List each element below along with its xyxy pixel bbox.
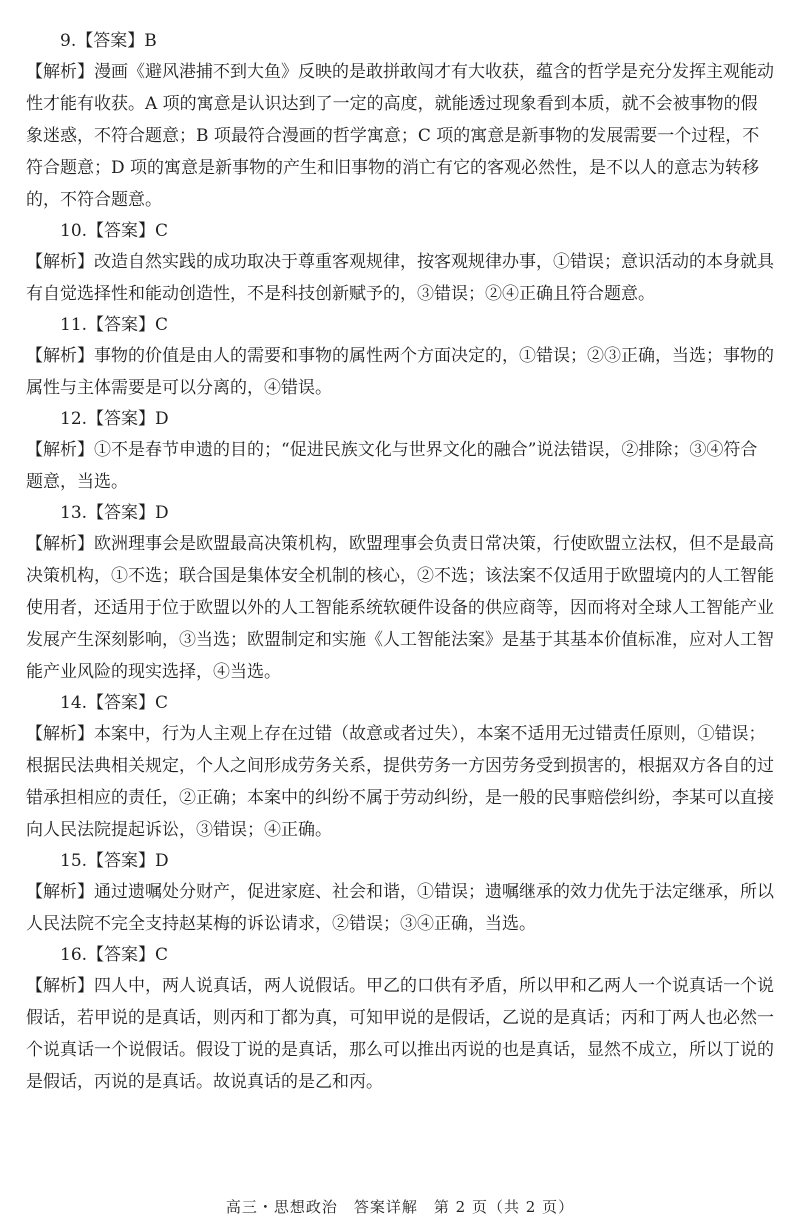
answer-item-12 — [26, 404, 774, 498]
answer-line: 12.【答案】D — [60, 409, 169, 429]
answer-line: 11.【答案】C — [60, 315, 169, 335]
answer-line: 13.【答案】D — [60, 503, 169, 523]
explanation-text: 【解析】事物的价值是由人的需要和事物的属性两个方面决定的，①错误；②③正确，当选；事物的属性与主体需要是可以分离的，④错误。 — [26, 346, 774, 398]
answer-item-10 — [26, 216, 774, 310]
answer-item-14 — [26, 688, 774, 846]
answer-item-15 — [26, 846, 774, 940]
explanation-text: 【解析】本案中，行为人主观上存在过错（故意或者过失），本案不适用无过错责任原则，①错误；根据民法典相关规定，个人之间形成劳务关系，提供劳务一方因劳务受到损害的，根据双方各自的过错承担相应的责任，②正确；本案中的纠纷不属于劳动纠纷，是一般的民事赔偿纠纷，李某可以直接向人民法院提起诉讼，③错误；④正确。 — [26, 724, 774, 840]
answer-line: 15.【答案】D — [60, 851, 169, 871]
answer-item-11 — [26, 310, 774, 404]
answer-line: 14.【答案】C — [60, 693, 169, 713]
explanation-text: 【解析】四人中，两人说真话，两人说假话。甲乙的口供有矛盾，所以甲和乙两人一个说真话一个说假话，若甲说的是真话，则丙和丁都为真，可知甲说的是假话，乙说的是真话；丙和丁两人也必然一个说真话一个说假话。假设丁说的是真话，那么可以推出丙说的也是真话，显然不成立，所以丁说的是假话，丙说的是真话。故说真话的是乙和丙。 — [26, 976, 774, 1092]
answer-item-16 — [26, 940, 774, 1098]
answer-line: 9.【答案】B — [60, 31, 157, 51]
explanation-text: 【解析】改造自然实践的成功取决于尊重客观规律，按客观规律办事，①错误；意识活动的本身就具有自觉选择性和能动创造性，不是科技创新赋予的，③错误；②④正确且符合题意。 — [26, 252, 774, 304]
answer-line: 10.【答案】C — [60, 221, 169, 241]
explanation-text: 【解析】通过遗嘱处分财产，促进家庭、社会和谐，①错误；遗嘱继承的效力优先于法定继承，所以人民法院不完全支持赵某梅的诉讼请求，②错误；③④正确，当选。 — [26, 882, 774, 934]
explanation-text: 【解析】①不是春节申遗的目的；“促进民族文化与世界文化的融合”说法错误，②排除；③④符合题意，当选。 — [26, 440, 758, 492]
answer-line: 16.【答案】C — [60, 945, 169, 965]
answer-list — [26, 26, 774, 1098]
explanation-text: 【解析】漫画《避风港捕不到大鱼》反映的是敢拼敢闯才有大收获，蕴含的哲学是充分发挥主观能动性才能有收获。A 项的寓意是认识达到了一定的高度，就能透过现象看到本质，就不会被事物的假象迷惑，不符合题意；B 项最符合漫画的哲学寓意；C 项的寓意是新事物的发展需要一个过程，不符合题意；D 项的寓意是新事物的产生和旧事物的消亡有它的客观必然性，是不以人的意志为转移的，不符合题意。 — [26, 62, 774, 210]
answer-item-9 — [26, 26, 774, 216]
page-footer: 高三・思想政治 答案详解 第 2 页（共 2 页） — [225, 1198, 575, 1216]
answer-item-13 — [26, 498, 774, 688]
explanation-text: 【解析】欧洲理事会是欧盟最高决策机构，欧盟理事会负责日常决策，行使欧盟立法权，但不是最高决策机构，①不选；联合国是集体安全机制的核心，②不选；该法案不仅适用于欧盟境内的人工智能使用者，还适用于位于欧盟以外的人工智能系统软硬件设备的供应商等，因而将对全球人工智能产业发展产生深刻影响，③当选；欧盟制定和实施《人工智能法案》是基于其基本价值标准，应对人工智能产业风险的现实选择，④当选。 — [26, 534, 774, 682]
